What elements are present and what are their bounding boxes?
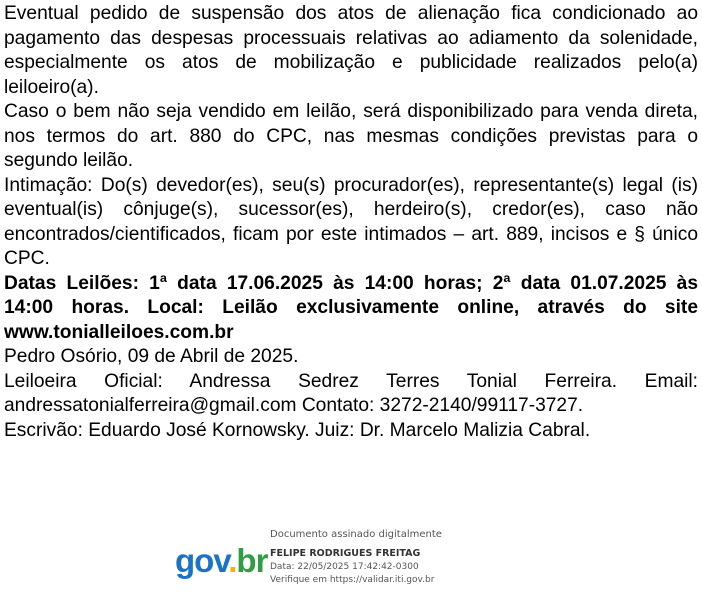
document-body (4, 2, 698, 443)
signature-verify-link: Verifique em https://validar.iti.gov.br (270, 575, 435, 585)
paragraph-suspension: Eventual pedido de suspensão dos atos de alienação fica condicionado ao pagamento das despesas processuais relativas ao adiamento da solenidade, especialmente os atos de mobilização e publicidade realizados pelo(a) leiloeiro(a). (4, 3, 698, 98)
paragraph-direct-sale: Caso o bem não seja vendido em leilão, será disponibilizado para venda direta, nos termos do art. 880 do CPC, nas mesmas condições previstas para o segundo leilão. (4, 101, 698, 171)
paragraph-place-date: Pedro Osório, 09 de Abril de 2025. (4, 346, 299, 367)
signature-date: Data: 22/05/2025 17:42:42-0300 (270, 562, 419, 572)
digital-signature-stamp (175, 528, 505, 598)
signer-name: FELIPE RODRIGUES FREITAG (270, 548, 421, 559)
signature-heading: Documento assinado digitalmente (270, 529, 442, 540)
paragraph-intimation: Intimação: Do(s) devedor(es), seu(s) procurador(es), representante(s) legal (is) eventual(is) cônjuge(s), sucessor(es), herdeiro(s), credor(es), caso não encontrados/cientificados, ficam por este intimados – art. 889, incisos e § único CPC. (4, 174, 698, 269)
paragraph-auctioneer: Leiloeira Oficial: Andressa Sedrez Terres Tonial Ferreira. Email: andressatonialferreira@gmail.com Contato: 3272-2140/99117-3727. (4, 370, 698, 416)
paragraph-clerk-judge: Escrivão: Eduardo José Kornowsky. Juiz: Dr. Marcelo Malizia Cabral. (4, 419, 591, 441)
signature-details (270, 528, 442, 587)
paragraph-auction-dates: Datas Leilões: 1ª data 17.06.2025 às 14:00 horas; 2ª data 01.07.2025 às 14:00 horas. Local: Leilão exclusivamente online, através do site www.tonialleiloes.com.br (4, 272, 698, 343)
govbr-logo: gov.br (175, 542, 268, 579)
